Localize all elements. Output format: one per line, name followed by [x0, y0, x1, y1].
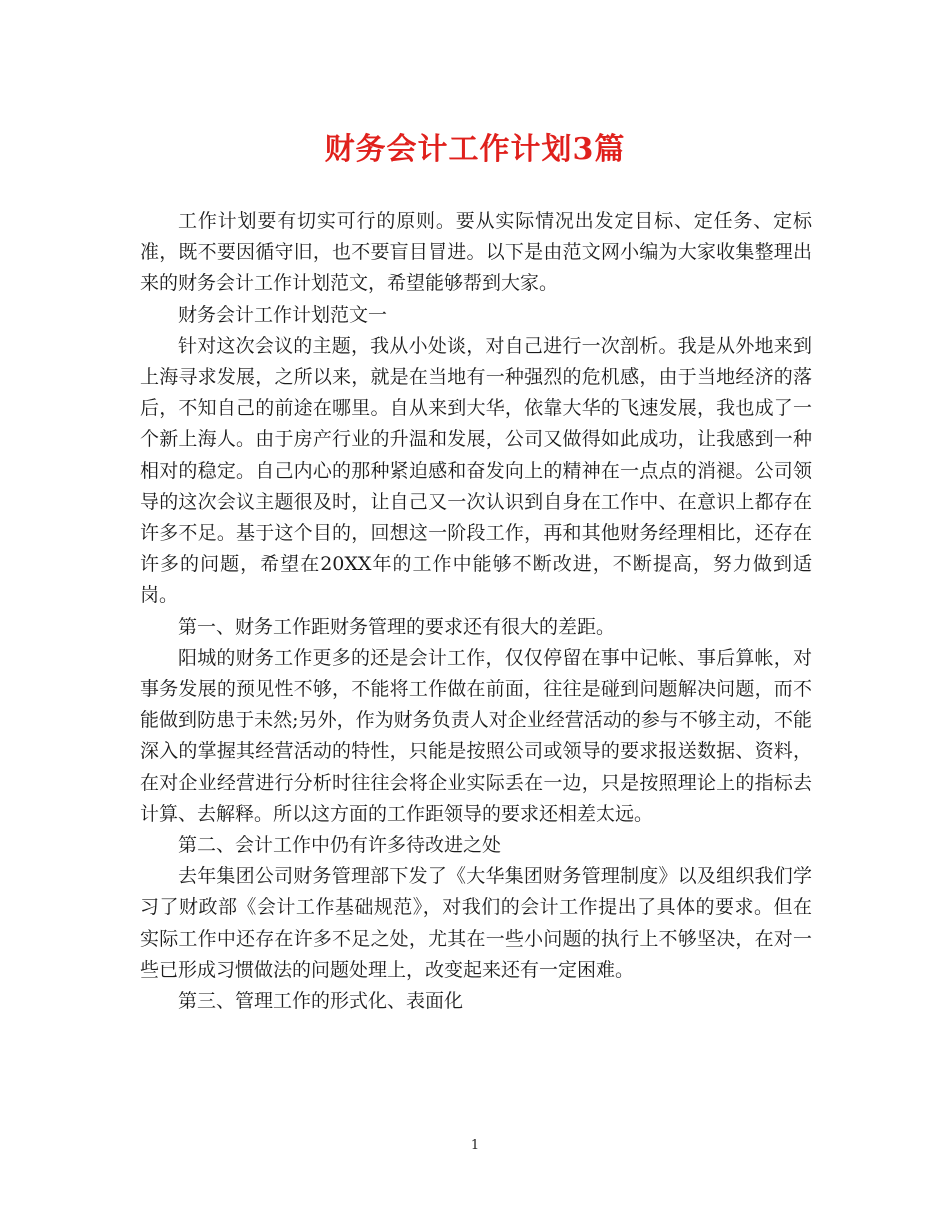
page-number: 1: [470, 1138, 480, 1153]
document-body: [140, 206, 812, 1017]
paragraph-intro: 工作计划要有切实可行的原则。要从实际情况出发定目标、定任务、定标准，既不要因循守旧，也不要盲目冒进。以下是由范文网小编为大家收集整理出来的财务会计工作计划范文，希望能够帮到大家。: [140, 210, 812, 295]
point-heading-first: 第一、财务工作距财务管理的要求还有很大的差距。: [178, 615, 616, 638]
document-title: 财务会计工作计划3篇: [324, 132, 626, 167]
paragraph-first-detail: 阳城的财务工作更多的还是会计工作，仅仅停留在事中记帐、事后算帐，对事务发展的预见性不够，不能将工作做在前面，往往是碰到问题解决问题，而不能做到防患于未然;另外，作为财务负责人对企业经营活动的参与不够主动，不能深入的掌握其经营活动的特性，只能是按照公司或领导的要求报送数据、资料，在对企业经营进行分析时往往会将企业实际丢在一边，只是按照理论上的指标去计算、去解释。所以这方面的工作距领导的要求还相差太远。: [140, 646, 812, 825]
point-heading-second: 第二、会计工作中仍有许多待改进之处: [178, 834, 502, 857]
point-heading-third: 第三、管理工作的形式化、表面化: [178, 990, 464, 1013]
section-heading-sample-one: 财务会计工作计划范文一: [178, 303, 388, 326]
paragraph-self-analysis: 针对这次会议的主题，我从小处谈，对自己进行一次剖析。我是从外地来到上海寻求发展，之所以来，就是在当地有一种强烈的危机感，由于当地经济的落后，不知自己的前途在哪里。自从来到大华，依靠大华的飞速发展，我也成了一个新上海人。由于房产行业的升温和发展，公司又做得如此成功，让我感到一种相对的稳定。自己内心的那种紧迫感和奋发向上的精神在一点点的消褪。公司领导的这次会议主题很及时，让自己又一次认识到自身在工作中、在意识上都存在许多不足。基于这个目的，回想这一阶段工作，再和其他财务经理相比，还存在许多的问题，希望在20XX年的工作中能够不断改进，不断提高，努力做到适岗。: [140, 334, 812, 607]
paragraph-second-detail: 去年集团公司财务管理部下发了《大华集团财务管理制度》以及组织我们学习了财政部《会计工作基础规范》，对我们的会计工作提出了具体的要求。但在实际工作中还存在许多不足之处，尤其在一些小问题的执行上不够坚决，在对一些已形成习惯做法的问题处理上，改变起来还有一定困难。: [140, 865, 812, 981]
